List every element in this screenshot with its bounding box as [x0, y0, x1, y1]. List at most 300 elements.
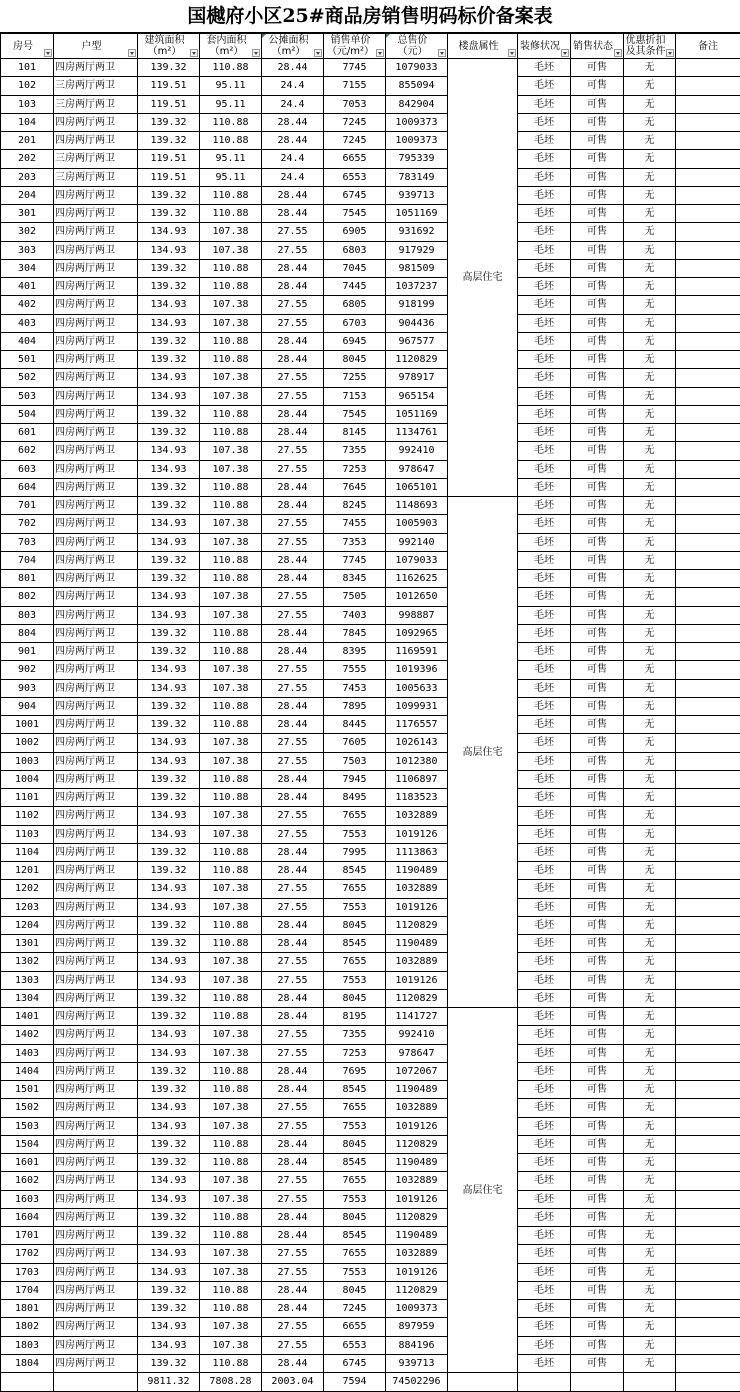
inner-area: 110.88	[200, 1208, 262, 1226]
total-price: 1120829	[386, 916, 448, 934]
shared-area: 28.44	[262, 351, 324, 369]
decoration-status: 毛坯	[518, 697, 571, 715]
decoration-status: 毛坯	[518, 1135, 571, 1153]
total-price: 1072067	[386, 1062, 448, 1080]
decoration-status: 毛坯	[518, 168, 571, 186]
discount-terms: 无	[624, 1117, 676, 1135]
shared-area: 28.44	[262, 113, 324, 131]
room-number: 1101	[1, 789, 54, 807]
remark-cell	[676, 314, 740, 332]
remark-cell	[676, 880, 740, 898]
total-price: 1019126	[386, 1190, 448, 1208]
total-price: 1190489	[386, 1081, 448, 1099]
unit-type: 四房两厅两卫	[54, 332, 138, 350]
discount-terms: 无	[624, 679, 676, 697]
table-row	[1, 1117, 740, 1135]
filter-dropdown-icon[interactable]	[128, 49, 136, 57]
remark-cell	[676, 1336, 740, 1354]
discount-terms: 无	[624, 606, 676, 624]
discount-terms: 无	[624, 314, 676, 332]
discount-terms: 无	[624, 332, 676, 350]
build-area: 134.93	[138, 1263, 200, 1281]
decoration-status: 毛坯	[518, 132, 571, 150]
room-number: 902	[1, 661, 54, 679]
decoration-status: 毛坯	[518, 351, 571, 369]
decoration-status: 毛坯	[518, 1245, 571, 1263]
decoration-status: 毛坯	[518, 770, 571, 788]
unit-price: 7255	[324, 369, 386, 387]
room-number: 1701	[1, 1227, 54, 1245]
inner-area: 107.38	[200, 752, 262, 770]
table-row	[1, 606, 740, 624]
room-number: 1603	[1, 1190, 54, 1208]
total-price: 967577	[386, 332, 448, 350]
inner-area: 107.38	[200, 1336, 262, 1354]
build-area: 139.32	[138, 1281, 200, 1299]
remark-cell	[676, 478, 740, 496]
build-area: 139.32	[138, 186, 200, 204]
sale-status: 可售	[571, 1354, 624, 1372]
total-price: 1012650	[386, 588, 448, 606]
filter-dropdown-icon[interactable]	[666, 49, 674, 57]
room-number: 701	[1, 497, 54, 515]
unit-type: 四房两厅两卫	[54, 1062, 138, 1080]
inner-area: 110.88	[200, 1135, 262, 1153]
inner-area: 110.88	[200, 113, 262, 131]
inner-area: 95.11	[200, 77, 262, 95]
remark-cell	[676, 953, 740, 971]
unit-price: 7545	[324, 205, 386, 223]
total-price: 992410	[386, 442, 448, 460]
room-number: 1502	[1, 1099, 54, 1117]
unit-price: 7655	[324, 807, 386, 825]
total-price: 1032889	[386, 1099, 448, 1117]
remark-cell	[676, 405, 740, 423]
total-price: 1176557	[386, 716, 448, 734]
filter-dropdown-icon[interactable]	[190, 49, 198, 57]
table-row	[1, 1227, 740, 1245]
build-area: 139.32	[138, 424, 200, 442]
discount-terms: 无	[624, 1281, 676, 1299]
room-number: 1103	[1, 825, 54, 843]
decoration-status: 毛坯	[518, 296, 571, 314]
table-row	[1, 1008, 740, 1026]
remark-cell	[676, 843, 740, 861]
decoration-status: 毛坯	[518, 278, 571, 296]
inner-area: 110.88	[200, 916, 262, 934]
discount-terms: 无	[624, 1263, 676, 1281]
unit-price: 8045	[324, 1208, 386, 1226]
shared-area: 28.44	[262, 1135, 324, 1153]
inner-area: 110.88	[200, 59, 262, 77]
build-area: 134.93	[138, 1190, 200, 1208]
build-area: 139.32	[138, 497, 200, 515]
shared-area: 28.44	[262, 643, 324, 661]
table-row	[1, 1318, 740, 1336]
table-row	[1, 643, 740, 661]
unit-type: 四房两厅两卫	[54, 734, 138, 752]
room-number: 1402	[1, 1026, 54, 1044]
inner-area: 107.38	[200, 588, 262, 606]
unit-type: 四房两厅两卫	[54, 953, 138, 971]
sale-status: 可售	[571, 606, 624, 624]
shared-area: 27.55	[262, 880, 324, 898]
decoration-status: 毛坯	[518, 1172, 571, 1190]
inner-area: 107.38	[200, 1117, 262, 1135]
inner-area: 110.88	[200, 643, 262, 661]
remark-cell	[676, 369, 740, 387]
room-number: 1003	[1, 752, 54, 770]
build-area: 134.93	[138, 606, 200, 624]
room-number: 1401	[1, 1008, 54, 1026]
build-area: 139.32	[138, 259, 200, 277]
unit-type: 四房两厅两卫	[54, 223, 138, 241]
room-number: 103	[1, 95, 54, 113]
total-total-price: 74502296	[386, 1373, 448, 1392]
total-price: 1065101	[386, 478, 448, 496]
sale-status: 可售	[571, 351, 624, 369]
total-price: 1032889	[386, 953, 448, 971]
inner-area: 95.11	[200, 150, 262, 168]
table-row	[1, 1281, 740, 1299]
unit-price: 7045	[324, 259, 386, 277]
inner-area: 110.88	[200, 570, 262, 588]
table-body	[1, 59, 740, 1373]
total-price: 1009373	[386, 1300, 448, 1318]
remark-cell	[676, 935, 740, 953]
remark-cell	[676, 1044, 740, 1062]
remark-cell	[676, 1318, 740, 1336]
unit-type: 四房两厅两卫	[54, 862, 138, 880]
room-number: 601	[1, 424, 54, 442]
sale-status: 可售	[571, 551, 624, 569]
total-price: 1051169	[386, 205, 448, 223]
decoration-status: 毛坯	[518, 624, 571, 642]
build-area: 134.93	[138, 369, 200, 387]
sale-status: 可售	[571, 643, 624, 661]
discount-terms: 无	[624, 77, 676, 95]
discount-terms: 无	[624, 935, 676, 953]
discount-terms: 无	[624, 113, 676, 131]
decoration-status: 毛坯	[518, 880, 571, 898]
unit-price: 7453	[324, 679, 386, 697]
table-header	[1, 34, 740, 59]
shared-area: 27.55	[262, 1318, 324, 1336]
discount-terms: 无	[624, 1300, 676, 1318]
decoration-status: 毛坯	[518, 1318, 571, 1336]
unit-price: 6805	[324, 296, 386, 314]
table-row	[1, 1354, 740, 1372]
shared-area: 28.44	[262, 405, 324, 423]
inner-area: 110.88	[200, 989, 262, 1007]
filter-dropdown-icon[interactable]	[438, 49, 446, 57]
total-price: 1169591	[386, 643, 448, 661]
total-price: 855094	[386, 77, 448, 95]
discount-terms: 无	[624, 916, 676, 934]
remark-cell	[676, 223, 740, 241]
room-number: 904	[1, 697, 54, 715]
sale-status: 可售	[571, 1245, 624, 1263]
room-number: 1001	[1, 716, 54, 734]
build-area: 139.32	[138, 332, 200, 350]
remark-cell	[676, 77, 740, 95]
decoration-status: 毛坯	[518, 205, 571, 223]
remark-cell	[676, 734, 740, 752]
remark-cell	[676, 770, 740, 788]
remark-cell	[676, 460, 740, 478]
sale-status: 可售	[571, 734, 624, 752]
decoration-status: 毛坯	[518, 1190, 571, 1208]
room-number: 1302	[1, 953, 54, 971]
property-type-cell: 高层住宅	[448, 497, 518, 1008]
unit-price: 6655	[324, 1318, 386, 1336]
unit-type: 四房两厅两卫	[54, 752, 138, 770]
discount-terms: 无	[624, 989, 676, 1007]
unit-type: 四房两厅两卫	[54, 971, 138, 989]
header-room: 房号	[1, 34, 54, 59]
remark-cell	[676, 1227, 740, 1245]
remark-cell	[676, 113, 740, 131]
total-price: 992140	[386, 533, 448, 551]
filter-dropdown-icon[interactable]	[561, 49, 569, 57]
sale-status: 可售	[571, 989, 624, 1007]
table-row	[1, 1026, 740, 1044]
sale-status: 可售	[571, 661, 624, 679]
decoration-status: 毛坯	[518, 789, 571, 807]
table-row	[1, 697, 740, 715]
room-number: 202	[1, 150, 54, 168]
remark-cell	[676, 1281, 740, 1299]
inner-area: 107.38	[200, 1245, 262, 1263]
remark-cell	[676, 606, 740, 624]
shared-area: 24.4	[262, 95, 324, 113]
property-type-cell: 高层住宅	[448, 1008, 518, 1373]
discount-terms: 无	[624, 186, 676, 204]
filter-dropdown-icon[interactable]	[614, 49, 622, 57]
room-number: 603	[1, 460, 54, 478]
sale-status: 可售	[571, 1062, 624, 1080]
unit-price: 7355	[324, 1026, 386, 1044]
build-area: 139.32	[138, 1008, 200, 1026]
build-area: 134.93	[138, 880, 200, 898]
build-area: 139.32	[138, 1135, 200, 1153]
total-price: 1079033	[386, 59, 448, 77]
total-price: 1120829	[386, 1208, 448, 1226]
total-price: 1051169	[386, 405, 448, 423]
table-row	[1, 1300, 740, 1318]
unit-price: 7455	[324, 515, 386, 533]
decoration-status: 毛坯	[518, 442, 571, 460]
remark-cell	[676, 332, 740, 350]
remark-cell	[676, 497, 740, 515]
build-area: 139.32	[138, 716, 200, 734]
room-number: 1802	[1, 1318, 54, 1336]
sale-status: 可售	[571, 186, 624, 204]
inner-area: 107.38	[200, 314, 262, 332]
decoration-status: 毛坯	[518, 314, 571, 332]
sale-status: 可售	[571, 59, 624, 77]
remark-cell	[676, 551, 740, 569]
discount-terms: 无	[624, 697, 676, 715]
filter-dropdown-icon[interactable]	[508, 49, 516, 57]
header-status: 销售状态	[571, 34, 624, 59]
unit-type: 四房两厅两卫	[54, 843, 138, 861]
sale-status: 可售	[571, 1227, 624, 1245]
table-row	[1, 387, 740, 405]
remark-cell	[676, 186, 740, 204]
decoration-status: 毛坯	[518, 570, 571, 588]
table-row	[1, 661, 740, 679]
room-number: 1404	[1, 1062, 54, 1080]
shared-area: 27.55	[262, 588, 324, 606]
unit-type: 四房两厅两卫	[54, 478, 138, 496]
decoration-status: 毛坯	[518, 515, 571, 533]
inner-area: 107.38	[200, 223, 262, 241]
sale-status: 可售	[571, 1026, 624, 1044]
remark-cell	[676, 570, 740, 588]
header-build-area: 建筑面积 （m²）	[138, 34, 200, 59]
shared-area: 28.44	[262, 424, 324, 442]
decoration-status: 毛坯	[518, 971, 571, 989]
build-area: 134.93	[138, 661, 200, 679]
table-row	[1, 807, 740, 825]
remark-cell	[676, 643, 740, 661]
build-area: 139.32	[138, 1081, 200, 1099]
decoration-status: 毛坯	[518, 825, 571, 843]
sale-status: 可售	[571, 223, 624, 241]
unit-price: 6803	[324, 241, 386, 259]
shared-area: 27.55	[262, 752, 324, 770]
unit-type: 四房两厅两卫	[54, 1026, 138, 1044]
total-unit-price: 7594	[324, 1373, 386, 1392]
unit-price: 7403	[324, 606, 386, 624]
unit-price: 8545	[324, 1227, 386, 1245]
unit-price: 8545	[324, 862, 386, 880]
unit-type: 四房两厅两卫	[54, 697, 138, 715]
remark-cell	[676, 679, 740, 697]
unit-type: 四房两厅两卫	[54, 1300, 138, 1318]
sale-status: 可售	[571, 77, 624, 95]
remark-cell	[676, 442, 740, 460]
unit-type: 四房两厅两卫	[54, 1117, 138, 1135]
table-row	[1, 752, 740, 770]
build-area: 134.93	[138, 1172, 200, 1190]
table-row	[1, 989, 740, 1007]
filter-dropdown-icon[interactable]	[376, 49, 384, 57]
unit-type: 四房两厅两卫	[54, 1318, 138, 1336]
inner-area: 110.88	[200, 935, 262, 953]
remark-cell	[676, 989, 740, 1007]
unit-price: 7745	[324, 59, 386, 77]
remark-cell	[676, 351, 740, 369]
unit-price: 8495	[324, 789, 386, 807]
unit-type: 四房两厅两卫	[54, 1081, 138, 1099]
sale-status: 可售	[571, 752, 624, 770]
shared-area: 24.4	[262, 150, 324, 168]
discount-terms: 无	[624, 424, 676, 442]
shared-area: 27.55	[262, 387, 324, 405]
decoration-status: 毛坯	[518, 95, 571, 113]
build-area: 139.32	[138, 1227, 200, 1245]
build-area: 139.32	[138, 478, 200, 496]
page-title: 国樾府小区25#商品房销售明码标价备案表	[0, 0, 740, 33]
shared-area: 28.44	[262, 1300, 324, 1318]
inner-area: 110.88	[200, 770, 262, 788]
table-row	[1, 424, 740, 442]
build-area: 139.32	[138, 1208, 200, 1226]
inner-area: 110.88	[200, 332, 262, 350]
remark-cell	[676, 862, 740, 880]
build-area: 134.93	[138, 825, 200, 843]
room-number: 201	[1, 132, 54, 150]
unit-price: 7655	[324, 880, 386, 898]
inner-area: 110.88	[200, 624, 262, 642]
discount-terms: 无	[624, 643, 676, 661]
filter-dropdown-icon[interactable]	[252, 49, 260, 57]
remark-cell	[676, 588, 740, 606]
room-number: 503	[1, 387, 54, 405]
table-row	[1, 570, 740, 588]
unit-price: 8445	[324, 716, 386, 734]
total-price: 1032889	[386, 1245, 448, 1263]
inner-area: 110.88	[200, 551, 262, 569]
unit-price: 7245	[324, 132, 386, 150]
room-number: 1602	[1, 1172, 54, 1190]
build-area: 134.93	[138, 679, 200, 697]
discount-terms: 无	[624, 1227, 676, 1245]
unit-type: 四房两厅两卫	[54, 551, 138, 569]
shared-area: 28.44	[262, 259, 324, 277]
unit-type: 四房两厅两卫	[54, 1135, 138, 1153]
table-row	[1, 59, 740, 77]
total-price: 1019126	[386, 825, 448, 843]
filter-dropdown-icon[interactable]	[44, 49, 52, 57]
table-row	[1, 1062, 740, 1080]
inner-area: 107.38	[200, 1172, 262, 1190]
decoration-status: 毛坯	[518, 59, 571, 77]
unit-type: 四房两厅两卫	[54, 259, 138, 277]
discount-terms: 无	[624, 551, 676, 569]
unit-price: 7253	[324, 1044, 386, 1062]
total-price: 1113863	[386, 843, 448, 861]
unit-type: 四房两厅两卫	[54, 935, 138, 953]
shared-area: 28.44	[262, 1227, 324, 1245]
filter-dropdown-icon[interactable]	[314, 49, 322, 57]
unit-price: 7845	[324, 624, 386, 642]
sale-status: 可售	[571, 588, 624, 606]
table-row	[1, 351, 740, 369]
unit-type: 三房两厅两卫	[54, 150, 138, 168]
total-price: 1005903	[386, 515, 448, 533]
total-price: 992410	[386, 1026, 448, 1044]
discount-terms: 无	[624, 223, 676, 241]
unit-type: 三房两厅两卫	[54, 95, 138, 113]
total-price: 1190489	[386, 862, 448, 880]
build-area: 139.32	[138, 697, 200, 715]
build-area: 119.51	[138, 150, 200, 168]
sale-status: 可售	[571, 314, 624, 332]
shared-area: 24.4	[262, 168, 324, 186]
total-price: 783149	[386, 168, 448, 186]
unit-price: 7553	[324, 898, 386, 916]
total-price: 1190489	[386, 935, 448, 953]
discount-terms: 无	[624, 497, 676, 515]
unit-price: 8045	[324, 916, 386, 934]
unit-type: 四房两厅两卫	[54, 989, 138, 1007]
shared-area: 28.44	[262, 478, 324, 496]
unit-price: 7545	[324, 405, 386, 423]
unit-type: 四房两厅两卫	[54, 369, 138, 387]
